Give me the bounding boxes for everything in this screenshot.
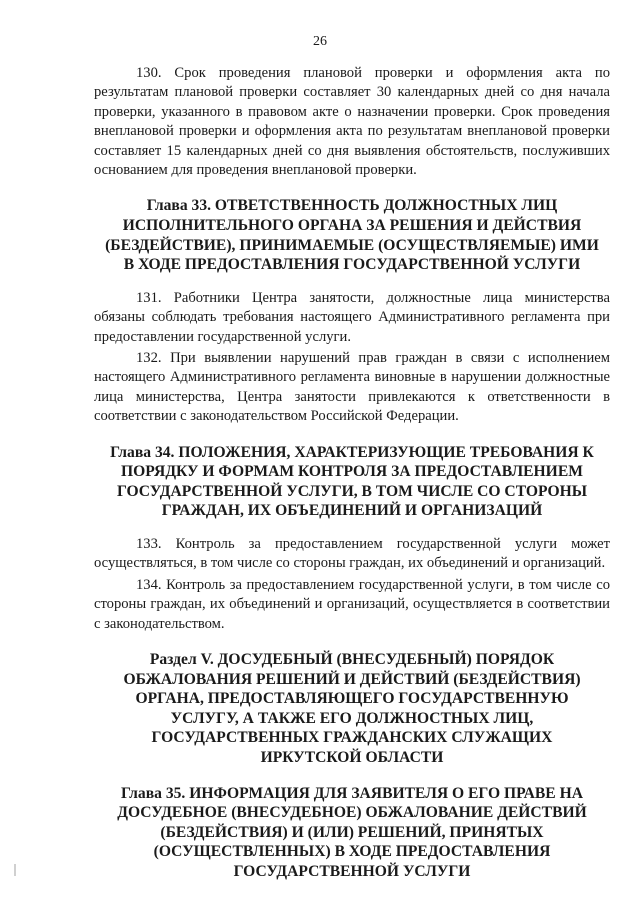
paragraph-134: 134. Контроль за предоставлением государственной услуги, в том числе со стороны граждан, их объединений и организаций, осуществляется в соответствии с законодательством. <box>94 576 610 632</box>
scan-margin-mark <box>14 864 16 876</box>
heading-chapter-35: Глава 35. ИНФОРМАЦИЯ ДЛЯ ЗАЯВИТЕЛЯ О ЕГО ПРАВЕ НА ДОСУДЕБНОЕ (ВНЕСУДЕБНОЕ) ОБЖАЛОВАНИЕ ДЕЙСТВИЙ (БЕЗДЕЙСТВИЯ) И (ИЛИ) РЕШЕНИЙ, ПРИНЯТЫХ (ОСУЩЕСТВЛЕННЫХ) В ХОДЕ ПРЕДОСТАВЛЕНИЯ ГОСУДАРСТВЕННОЙ УСЛУГИ <box>117 784 587 880</box>
page-number: 26 <box>313 34 327 49</box>
paragraph-130: 130. Срок проведения плановой проверки и оформления акта по результатам плановой проверки составляет 30 календарных дней со дня начала проверки, указанного в правовом акте о назначении проверки. Срок проведения внеплановой проверки и оформления акта по результатам внеплановой проверки составляет 15 календарных дней со дня выявления обстоятельств, послуживших основанием для проведения внеплановой проверки. <box>94 65 610 179</box>
heading-chapter-34: Глава 34. ПОЛОЖЕНИЯ, ХАРАКТЕРИЗУЮЩИЕ ТРЕБОВАНИЯ К ПОРЯДКУ И ФОРМАМ КОНТРОЛЯ ЗА ПРЕДОСТАВЛЕНИЕМ ГОСУДАРСТВЕННОЙ УСЛУГИ, В ТОМ ЧИСЛЕ СО СТОРОНЫ ГРАЖДАН, ИХ ОБЪЕДИНЕНИЙ И ОРГАНИЗАЦИЙ <box>110 443 594 520</box>
page-content <box>94 64 610 882</box>
paragraph-131: 131. Работники Центра занятости, должностные лица министерства обязаны соблюдать требования настоящего Административного регламента при предоставлении государственной услуги. <box>94 289 610 345</box>
heading-chapter-33: Глава 33. ОТВЕТСТВЕННОСТЬ ДОЛЖНОСТНЫХ ЛИЦ ИСПОЛНИТЕЛЬНОГО ОРГАНА ЗА РЕШЕНИЯ И ДЕЙСТВИЯ (БЕЗДЕЙСТВИЕ), ПРИНИМАЕМЫЕ (ОСУЩЕСТВЛЯЕМЫЕ) ИМИ В ХОДЕ ПРЕДОСТАВЛЕНИЯ ГОСУДАРСТВЕННОЙ УСЛУГИ <box>105 197 599 274</box>
heading-section-5: Раздел V. ДОСУДЕБНЫЙ (ВНЕСУДЕБНЫЙ) ПОРЯДОК ОБЖАЛОВАНИЯ РЕШЕНИЙ И ДЕЙСТВИЙ (БЕЗДЕЙСТВИЯ) ОРГАНА, ПРЕДОСТАВЛЯЮЩЕГО ГОСУДАРСТВЕННУЮ УСЛУГУ, А ТАКЖЕ ЕГО ДОЛЖНОСТНЫХ ЛИЦ, ГОСУДАРСТВЕННЫХ ГРАЖДАНСКИХ СЛУЖАЩИХ ИРКУТСКОЙ ОБЛАСТИ <box>123 651 581 767</box>
paragraph-132: 132. При выявлении нарушений прав граждан в связи с исполнением настоящего Административного регламента виновные в нарушении должностные лица министерства, Центра занятости привлекаются к ответственности в соответствии с законодательством Российской Федерации. <box>94 350 610 425</box>
paragraph-133: 133. Контроль за предоставлением государственной услуги может осуществляться, в том числе со стороны граждан, их объединений и организаций. <box>94 536 610 572</box>
